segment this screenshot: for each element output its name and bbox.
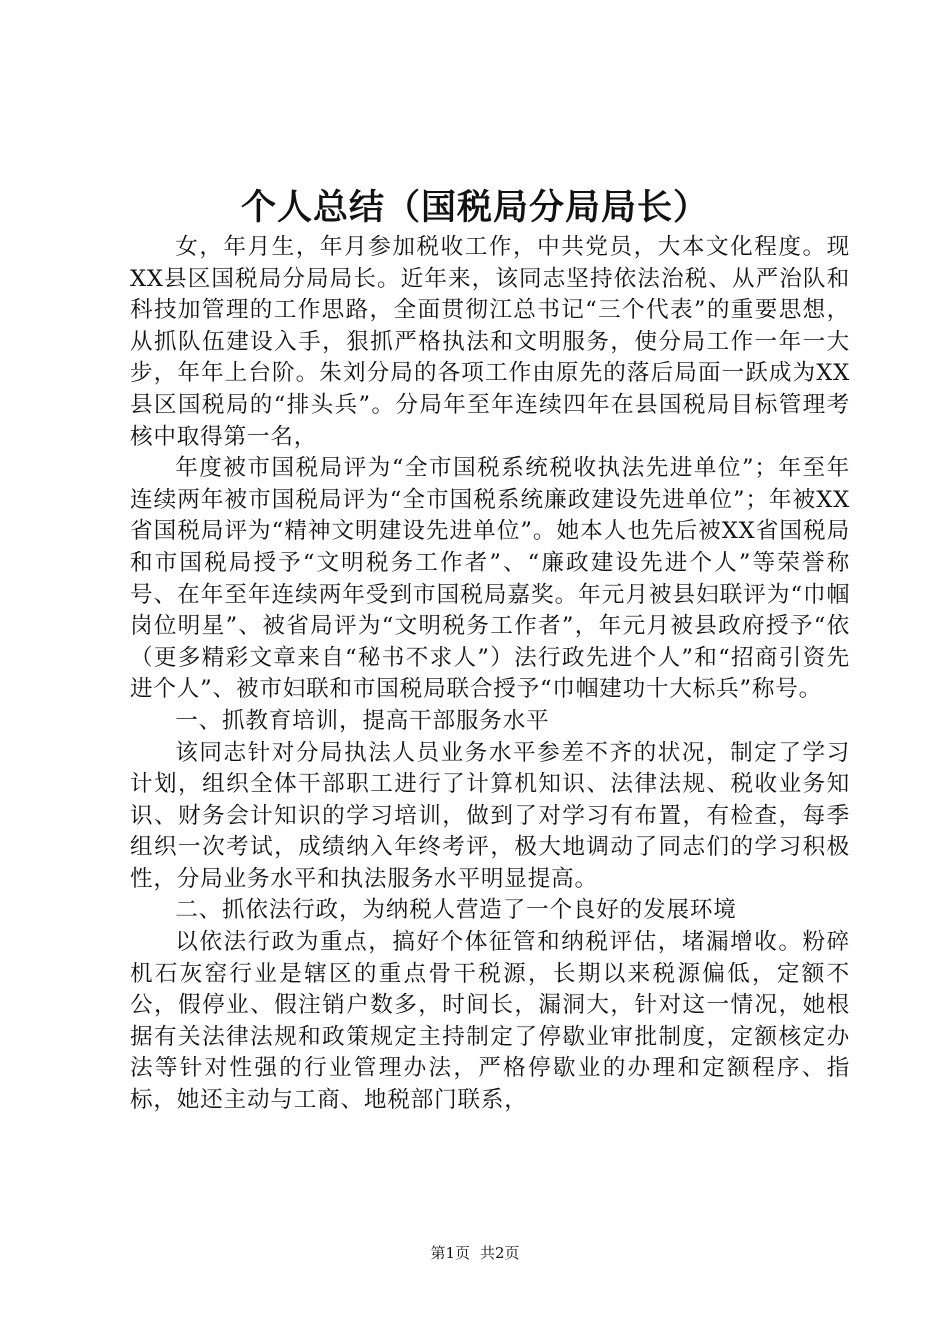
page-total: 共2页 <box>480 1244 520 1262</box>
paragraph: 年度被市国税局评为“全市国税系统税收执法先进单位”；年至年连续两年被市国税局评为“全市国税系统廉政建设先进单位”；年被XX省国税局评为“精神文明建设先进单位”。她本人也先后被XX省国税局和市国税局授予“文明税务工作者”、“廉政建设先进个人”等荣誉称号、在年至年连续两年受到市国税局嘉奖。年元月被县妇联评为“巾帼岗位明星”、被省局评为“文明税务工作者”，年元月被县政府授予“依（更多精彩文章来自“秘书不求人”）法行政先进个人”和“招商引资先进个人”、被市妇联和市国税局联合授予“巾帼建功十大标兵”称号。 <box>130 455 850 703</box>
document-title: 个人总结（国税局分局局长） <box>240 187 709 228</box>
section-heading: 一、抓教育培训，提高干部服务水平 <box>175 707 550 734</box>
paragraph: 该同志针对分局执法人员业务水平参差不齐的状况，制定了学习计划，组织全体干部职工进行了计算机知识、法律法规、税收业务知识、财务会计知识的学习培训，做到了对学习有布置，有检查，每季组织一次考试，成绩纳入年终考评，极大地调动了同志们的学习积极性，分局业务水平和执法服务水平明显提高。 <box>130 739 850 892</box>
page-number: 第1页 <box>430 1244 470 1262</box>
document-body <box>130 232 850 1117</box>
page-footer <box>0 1243 950 1263</box>
paragraph: 以依法行政为重点，搞好个体征管和纳税评估，堵漏增收。粉碎机石灰窑行业是辖区的重点骨干税源，长期以来税源偏低，定额不公，假停业、假注销户数多，时间长，漏洞大，针对这一情况，她根据有关法律法规和政策规定主持制定了停歇业审批制度，定额核定办法等针对性强的行业管理办法，严格停歇业的办理和定额程序、指标，她还主动与工商、地税部门联系， <box>130 929 850 1114</box>
paragraph: 女，年月生，年月参加税收工作，中共党员，大本文化程度。现XX县区国税局分局局长。近年来，该同志坚持依法治税、从严治队和科技加管理的工作思路，全面贯彻江总书记“三个代表”的重要思想，从抓队伍建设入手，狠抓严格执法和文明服务，使分局工作一年一大步，年年上台阶。朱刘分局的各项工作由原先的落后局面一跃成为XX县区国税局的“排头兵”。分局年至年连续四年在县国税局目标管理考核中取得第一名， <box>130 234 850 450</box>
section-heading: 二、抓依法行政，为纳税人营造了一个良好的发展环境 <box>175 897 737 924</box>
